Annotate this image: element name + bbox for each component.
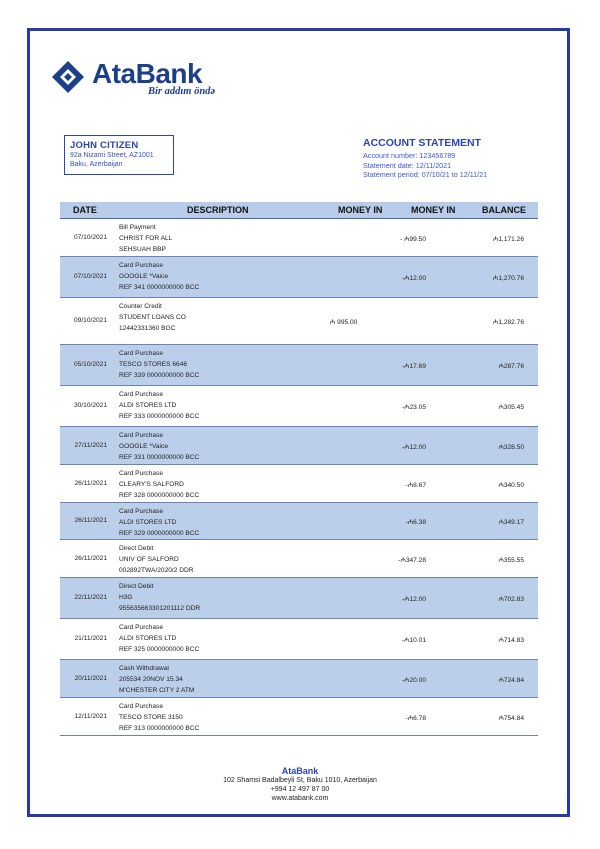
- row-description-line: TESCO STORE 3150: [119, 714, 183, 721]
- table-row: [60, 386, 538, 427]
- statement-date: Statement date: 12/11/2021: [363, 160, 452, 170]
- table-row: [60, 219, 538, 257]
- row-balance: ₼714.83: [498, 637, 524, 644]
- row-description: [119, 701, 199, 734]
- row-description-line: Card Purchase: [119, 350, 163, 357]
- statement-title: ACCOUNT STATEMENT: [363, 137, 482, 149]
- footer: [0, 766, 600, 803]
- row-description-line: Direct Debit: [119, 545, 154, 552]
- row-balance: ₼328.50: [498, 444, 524, 451]
- row-money-out: -₼8.67: [405, 482, 426, 489]
- row-money-out: -₼20.00: [401, 677, 426, 684]
- header-money-out: MONEY IN: [411, 205, 456, 215]
- row-money-out: -₼23.05: [401, 404, 426, 411]
- row-balance: ₼355.55: [498, 557, 524, 564]
- header-date: DATE: [73, 205, 97, 215]
- table-row: [60, 298, 538, 345]
- row-description: [119, 468, 199, 501]
- row-date: 30/10/2021: [73, 402, 107, 409]
- row-description-line: Card Purchase: [119, 703, 163, 710]
- row-description-line: ALDI STORES LTD: [119, 635, 177, 642]
- row-description-line: REF 339 0000000000 BCC: [119, 372, 200, 379]
- row-description-line: 955635663301201112 DDR: [119, 605, 201, 612]
- row-description-line: Card Purchase: [119, 508, 163, 515]
- row-date: 22/11/2021: [74, 594, 107, 601]
- transactions-table: [60, 202, 538, 736]
- row-description-line: Card Purchase: [119, 391, 163, 398]
- table-body: [60, 219, 538, 736]
- row-description: [119, 663, 194, 696]
- statement-info: [363, 137, 487, 180]
- row-balance: ₼340.50: [498, 482, 524, 489]
- row-date: 05/10/2021: [73, 361, 107, 368]
- row-date: 12/11/2021: [74, 713, 107, 720]
- row-description: [119, 622, 199, 655]
- row-date: 26/11/2021: [74, 555, 107, 562]
- table-header: [60, 202, 538, 219]
- diamond-logo-icon: [52, 61, 84, 93]
- row-description: [119, 506, 199, 539]
- row-description-line: Cash Withdrawal: [119, 665, 169, 672]
- row-description-line: CLEARY'S SALFORD: [119, 481, 184, 488]
- row-description: [119, 389, 199, 422]
- row-description-line: 002892TWA/2020/2 DDR: [119, 567, 194, 574]
- customer-address-line2: Baku, Azerbaijan: [70, 161, 123, 168]
- footer-phone: +994 12 497 87 00: [270, 786, 330, 793]
- row-description-line: ALDI STORES LTD: [119, 519, 177, 526]
- customer-box: [64, 135, 174, 175]
- row-money-out: -₼12.00: [401, 596, 426, 603]
- row-date: 09/10/2021: [73, 317, 107, 324]
- row-balance: ₼1,282.76: [492, 319, 524, 326]
- customer-name: JOHN CITIZEN: [70, 140, 139, 151]
- row-description: [119, 301, 186, 334]
- row-description-line: Card Purchase: [119, 262, 163, 269]
- row-balance: ₼287.76: [498, 363, 524, 370]
- statement-period: Statement period: 07/10/21 to 12/11/21: [363, 170, 488, 179]
- row-description-line: REF 313 0000000000 BCC: [119, 725, 200, 732]
- row-description-line: CHRIST FOR ALL: [119, 235, 173, 242]
- row-description: [119, 222, 172, 255]
- row-money-out: -₼6.78: [405, 715, 426, 722]
- account-number: Account number: 123456789: [363, 151, 456, 160]
- footer-bank-name: AtaBank: [281, 766, 319, 776]
- customer-address-line1: 92a Nizami Street, AZ1001: [70, 152, 154, 159]
- row-date: 26/11/2021: [74, 480, 107, 487]
- row-description-line: REF 325 0000000000 BCC: [119, 646, 200, 653]
- header-money-in: MONEY IN: [338, 205, 383, 215]
- row-description: [119, 430, 199, 463]
- row-date: 20/11/2021: [74, 675, 107, 682]
- row-description-line: H3G: [119, 594, 133, 601]
- row-description-line: UNIV OF SALFORD: [119, 556, 179, 563]
- row-date: 21/11/2021: [74, 635, 107, 642]
- row-balance: ₼1,171.26: [492, 236, 524, 243]
- table-row: [60, 503, 538, 540]
- bank-name: AtaBank: [92, 58, 203, 89]
- row-money-out: - ₼99.50: [400, 236, 426, 243]
- row-description-line: Card Purchase: [119, 432, 163, 439]
- header-balance: BALANCE: [482, 205, 526, 215]
- row-description-line: GOOGLE *Vaice: [119, 273, 168, 280]
- row-description-line: Bill Payment: [119, 224, 156, 231]
- footer-website: www.atabank.com: [271, 795, 329, 802]
- row-description-line: 12442331360 BGC: [119, 325, 176, 332]
- row-description-line: Card Purchase: [119, 624, 163, 631]
- table-row: [60, 619, 538, 660]
- row-description-line: SEHSUAH BBP: [119, 246, 166, 253]
- row-balance: ₼702.83: [498, 596, 524, 603]
- footer-address: 102 Shamsi Badalbeyli St, Baku 1010, Azerbaijan: [223, 777, 377, 784]
- row-money-out: -₼10.01: [401, 637, 426, 644]
- row-date: 26/11/2021: [74, 517, 107, 524]
- row-description-line: Direct Debit: [119, 583, 154, 590]
- bank-tagline: Bir addım öndə: [148, 86, 216, 97]
- header-description: DESCRIPTION: [187, 205, 249, 215]
- row-description-line: GOOGLE *Vaice: [119, 443, 168, 450]
- table-row: [60, 465, 538, 503]
- row-description-line: TESCO STORES 6646: [119, 361, 188, 368]
- row-money-out: -₼347.28: [398, 557, 426, 564]
- table-row: [60, 540, 538, 578]
- row-description-line: STUDENT LOANS CO: [119, 314, 186, 321]
- row-money-out: -₼6.38: [405, 519, 426, 526]
- row-money-out: -₼17.69: [401, 363, 426, 370]
- table-row: [60, 698, 538, 736]
- row-description: [119, 260, 199, 293]
- table-row: [60, 345, 538, 386]
- row-description-line: REF 328 0000000000 BCC: [119, 492, 200, 499]
- bank-logo: [52, 57, 232, 102]
- table-row: [60, 427, 538, 465]
- row-money-out: -₼12.00: [401, 275, 426, 282]
- row-description-line: REF 333 0000000000 BCC: [119, 413, 200, 420]
- row-description-line: 205534 20NOV 15.34: [119, 676, 183, 683]
- row-date: 27/11/2021: [74, 442, 107, 449]
- row-description-line: Card Purchase: [119, 470, 163, 477]
- row-description: [119, 581, 200, 614]
- row-money-out: -₼12.00: [401, 444, 426, 451]
- row-date: 07/10/2021: [73, 234, 107, 241]
- row-balance: ₼305.45: [498, 404, 524, 411]
- table-row: [60, 660, 538, 698]
- table-row: [60, 578, 538, 619]
- row-money-in: ₼ 995.00: [330, 319, 358, 326]
- row-balance: ₼349.17: [498, 519, 524, 526]
- row-description: [119, 543, 194, 576]
- row-description: [119, 348, 199, 381]
- table-row: [60, 257, 538, 298]
- row-description-line: REF 331 0000000000 BCC: [119, 454, 200, 461]
- row-description-line: Counter Credit: [119, 303, 162, 310]
- row-balance: ₼1,270.76: [492, 275, 524, 282]
- row-balance: ₼724.84: [498, 677, 524, 684]
- row-balance: ₼754.84: [498, 715, 524, 722]
- row-date: 07/10/2021: [73, 273, 107, 280]
- row-description-line: ALDI STORES LTD: [119, 402, 177, 409]
- row-description-line: M'CHESTER CITY 2 ATM: [119, 687, 195, 694]
- row-description-line: REF 329 0000000000 BCC: [119, 530, 200, 537]
- row-description-line: REF 341 0000000000 BCC: [119, 284, 200, 291]
